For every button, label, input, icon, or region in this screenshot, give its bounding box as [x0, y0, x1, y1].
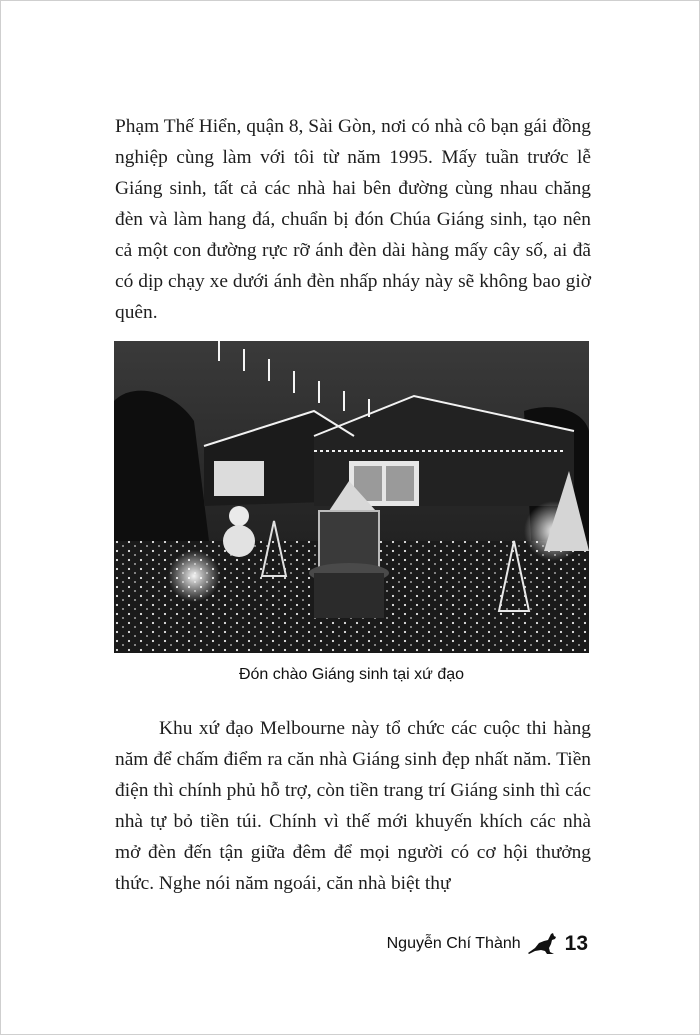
page-footer	[387, 932, 588, 956]
kangaroo-icon	[527, 932, 559, 956]
photo-caption: Đón chào Giáng sinh tại xứ đạo	[238, 666, 465, 683]
page-number: 13	[564, 932, 588, 955]
body-paragraph-2: Khu xứ đạo Melbourne này tổ chức các cuộc thi hàng năm để chấm điểm ra căn nhà Giáng sinh đẹp nhất năm. Tiền điện thì chính phủ hỗ trợ, còn tiền trang trí Giáng sinh thì các nhà tự bỏ tiền túi. Chính vì thế mới khuyến khích các nhà mở đèn đến tận giữa đêm để mọi người có cơ hội thưởng thức. Nghe nói năm ngoái, căn nhà biệt thự	[115, 718, 591, 894]
footer-author: Nguyễn Chí Thành	[386, 935, 521, 952]
christmas-lights-photo	[114, 341, 589, 653]
body-paragraph-1: Phạm Thế Hiển, quận 8, Sài Gòn, nơi có nhà cô bạn gái đồng nghiệp cùng làm với tôi từ năm 1995. Mấy tuần trước lễ Giáng sinh, tất cả các nhà hai bên đường cùng nhau chăng đèn và làm hang đá, chuẩn bị đón Chúa Giáng sinh, tạo nên cả một con đường rực rỡ ánh đèn dài hàng mấy cây số, ai đã có dịp chạy xe dưới ánh đèn nhấp nháy này sẽ không bao giờ quên.	[115, 116, 591, 323]
